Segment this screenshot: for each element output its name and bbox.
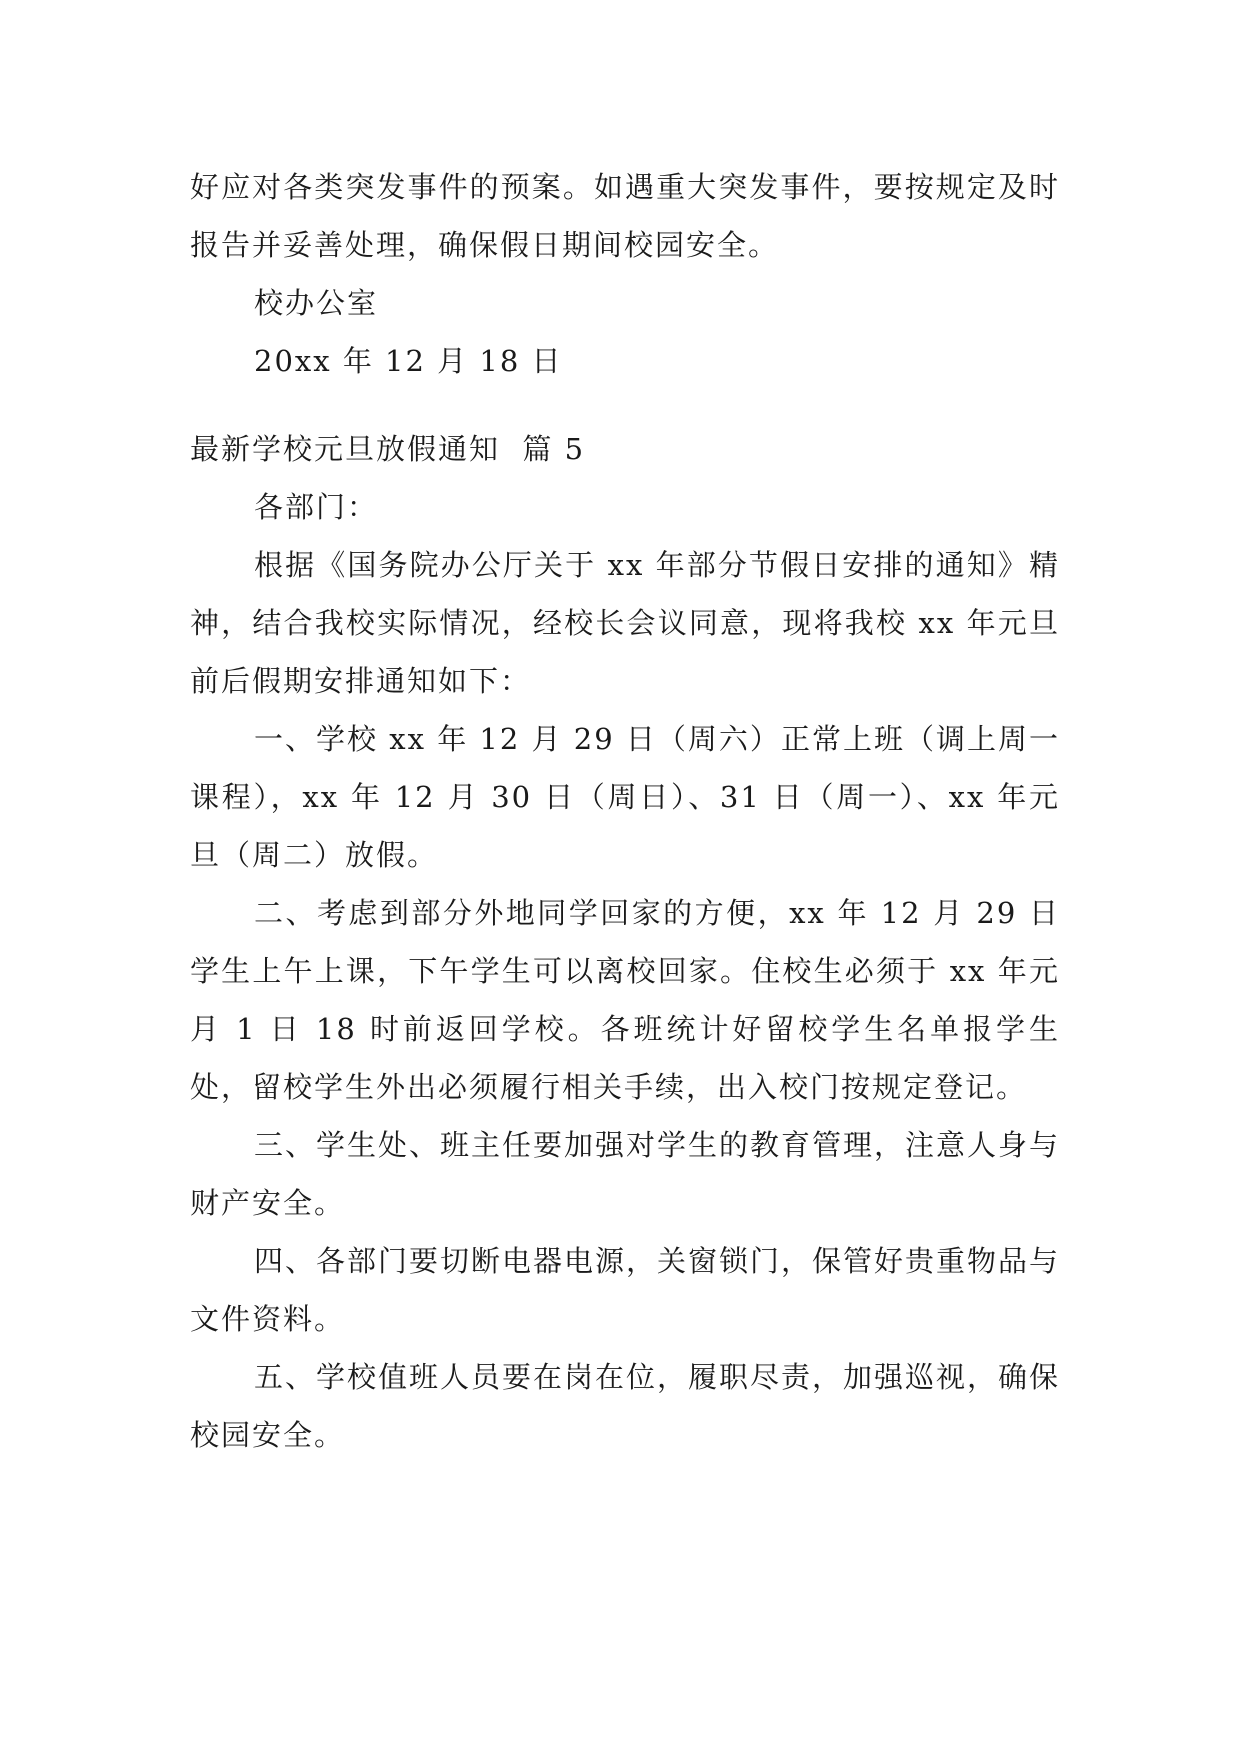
document-content [190, 158, 1060, 1464]
previous-notice-closing-paragraph: 好应对各类突发事件的预案。如遇重大突发事件，要按规定及时报告并妥善处理，确保假日期间校园安全。 [190, 170, 1060, 262]
notice-salutation: 各部门： [254, 490, 379, 524]
signature-office: 校办公室 [254, 286, 379, 320]
notice-intro-paragraph: 根据《国务院办公厅关于 xx 年部分节假日安排的通知》精神，结合我校实际情况，经校长会议同意，现将我校 xx 年元旦前后假期安排通知如下： [190, 548, 1060, 698]
signature-date: 20xx 年 12 月 18 日 [254, 344, 563, 378]
notice-item-1: 一、学校 xx 年 12 月 29 日（周六）正常上班（调上周一课程），xx 年 12 月 30 日（周日）、31 日（周一）、xx 年元旦（周二）放假。 [190, 722, 1060, 872]
notice-item-3: 三、学生处、班主任要加强对学生的教育管理，注意人身与财产安全。 [190, 1128, 1061, 1220]
notice-item-2: 二、考虑到部分外地同学回家的方便，xx 年 12 月 29 日学生上午上课，下午学生可以离校回家。住校生必须于 xx 年元月 1 日 18 时前返回学校。各班统计好留校学生名单报学生处，留校学生外出必须履行相关手续，出入校门按规定登记。 [190, 896, 1060, 1104]
notice-item-5: 五、学校值班人员要在岗在位，履职尽责，加强巡视，确保校园安全。 [190, 1360, 1061, 1452]
notice-item-4: 四、各部门要切断电器电源，关窗锁门，保管好贵重物品与文件资料。 [190, 1244, 1061, 1336]
notice-title: 最新学校元旦放假通知 篇 5 [190, 432, 586, 466]
